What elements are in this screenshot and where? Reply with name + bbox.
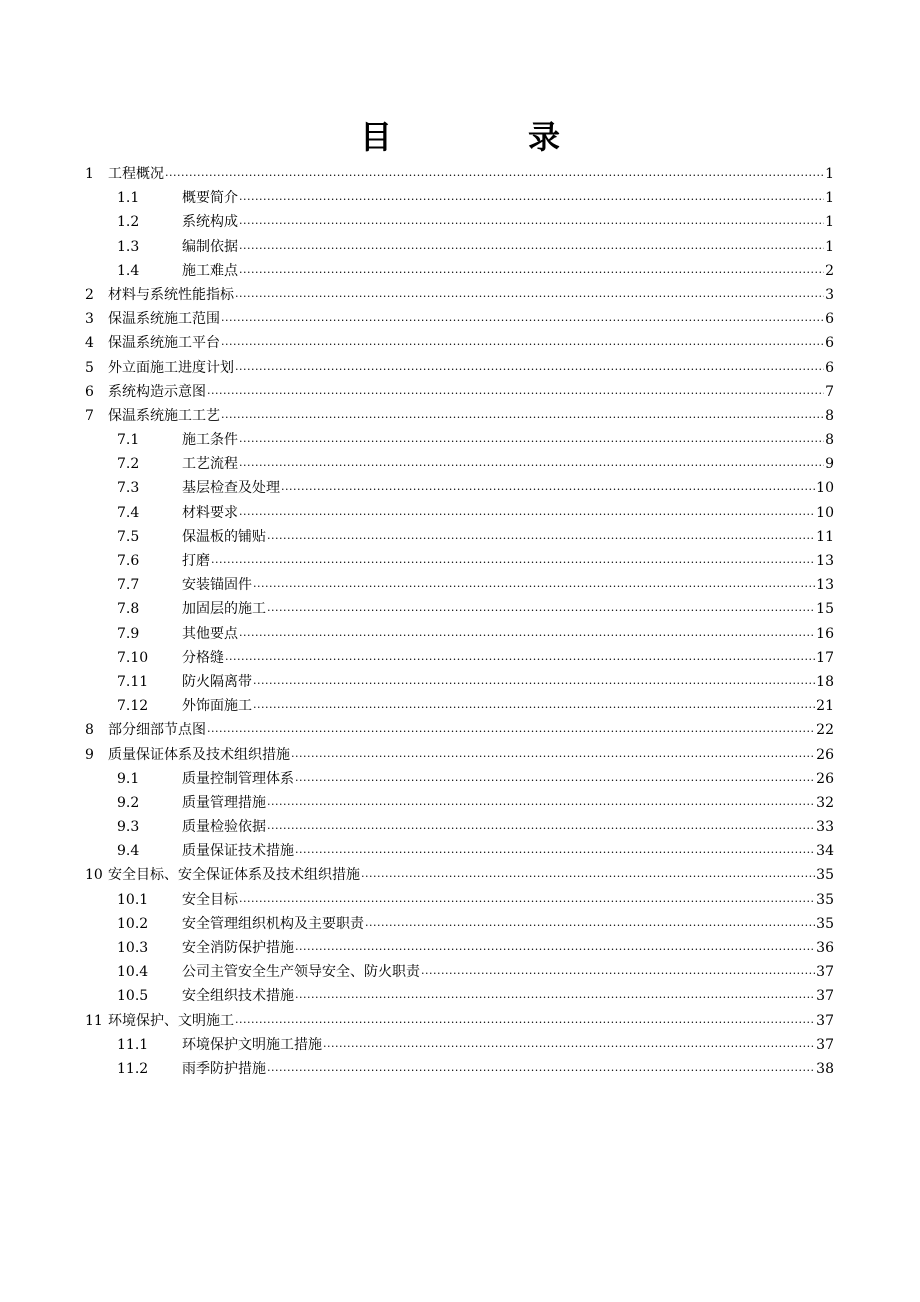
toc-entry-title: 系统构成 — [182, 210, 238, 234]
toc-entry-title: 外饰面施工 — [182, 694, 252, 718]
toc-entry[interactable] — [0, 839, 920, 863]
toc-entry-line — [182, 767, 834, 791]
toc-entry-page: 3 — [825, 286, 834, 303]
toc-entry-title: 环境保护、文明施工 — [108, 1009, 234, 1033]
toc-entry-line — [108, 162, 834, 186]
dot-leader — [267, 791, 815, 815]
toc-entry-title: 保温系统施工范围 — [108, 307, 220, 331]
toc-entry[interactable] — [0, 452, 920, 476]
dot-leader — [207, 718, 815, 742]
toc-entry-number: 7.8 — [117, 601, 140, 618]
dot-leader — [165, 162, 824, 186]
toc-entry-page: 36 — [816, 940, 834, 956]
dot-leader — [267, 597, 815, 621]
toc-entry-title: 质量检验依据 — [182, 815, 266, 839]
toc-entry[interactable] — [0, 1057, 920, 1081]
table-of-contents — [0, 162, 920, 1081]
toc-entry-page: 1 — [825, 166, 834, 182]
toc-entry-number: 10 — [85, 867, 103, 884]
toc-entry-number: 6 — [85, 383, 94, 400]
toc-entry-page: 37 — [816, 1036, 834, 1053]
toc-entry-page: 34 — [816, 843, 834, 860]
toc-entry[interactable] — [0, 210, 920, 234]
toc-entry[interactable] — [0, 743, 920, 767]
toc-entry-number: 9.4 — [117, 843, 140, 860]
toc-entry-number: 9.2 — [117, 794, 140, 811]
toc-entry-number: 7.2 — [117, 456, 140, 473]
toc-entry-line — [182, 597, 834, 621]
toc-entry-number: 1.3 — [117, 238, 140, 255]
toc-entry-page: 1 — [825, 214, 834, 231]
dot-leader — [235, 356, 824, 380]
toc-entry-page: 38 — [816, 1060, 834, 1077]
toc-entry-line — [182, 670, 834, 694]
toc-entry[interactable] — [0, 936, 920, 960]
toc-entry-page: 10 — [816, 480, 834, 497]
toc-entry[interactable] — [0, 1033, 920, 1057]
dot-leader — [253, 670, 815, 694]
toc-entry-title: 安全目标、安全保证体系及技术组织措施 — [108, 863, 360, 887]
dot-leader — [221, 331, 824, 355]
toc-entry-number: 10.4 — [117, 964, 149, 981]
toc-entry-line — [182, 888, 834, 912]
toc-entry-number: 1 — [85, 166, 94, 182]
toc-entry-title: 工程概况 — [108, 162, 164, 186]
toc-entry-number: 1.2 — [117, 214, 140, 231]
toc-entry[interactable] — [0, 670, 920, 694]
dot-leader — [235, 1009, 815, 1033]
toc-entry-number: 7.9 — [117, 625, 140, 642]
toc-entry-page: 22 — [816, 722, 834, 739]
toc-entry-number: 8 — [85, 722, 94, 739]
dot-leader — [323, 1033, 815, 1057]
toc-entry-title: 系统构造示意图 — [108, 380, 206, 404]
toc-entry[interactable] — [0, 984, 920, 1008]
toc-entry-line — [108, 718, 834, 742]
dot-leader — [221, 404, 824, 428]
toc-entry-line — [182, 1057, 834, 1081]
toc-entry-line — [108, 380, 834, 404]
toc-entry-page: 26 — [816, 770, 834, 787]
toc-entry-line — [108, 404, 834, 428]
toc-entry[interactable] — [0, 863, 920, 887]
toc-entry-page: 37 — [816, 964, 834, 981]
toc-entry-page: 33 — [816, 819, 834, 836]
toc-entry-line — [108, 307, 834, 331]
toc-entry-line — [182, 646, 834, 670]
toc-entry-page: 9 — [825, 456, 834, 473]
toc-entry-number: 11.2 — [117, 1060, 149, 1077]
toc-entry[interactable] — [0, 718, 920, 742]
toc-entry[interactable] — [0, 622, 920, 646]
toc-entry-title: 概要简介 — [182, 186, 238, 210]
toc-entry-page: 35 — [816, 867, 834, 884]
toc-entry-page: 37 — [816, 988, 834, 1005]
toc-entry-page: 6 — [825, 311, 834, 328]
dot-leader — [239, 501, 815, 525]
toc-entry-number: 7.12 — [117, 698, 149, 715]
dot-leader — [281, 476, 815, 500]
dot-leader — [225, 646, 815, 670]
toc-entry-title: 环境保护文明施工措施 — [182, 1033, 322, 1057]
toc-entry[interactable] — [0, 380, 920, 404]
toc-entry[interactable] — [0, 573, 920, 597]
toc-entry-page: 17 — [816, 649, 834, 666]
toc-entry-number: 7.5 — [117, 528, 140, 545]
dot-leader — [361, 863, 815, 887]
toc-entry[interactable] — [0, 235, 920, 259]
toc-entry-page: 6 — [825, 359, 834, 376]
toc-entry[interactable] — [0, 646, 920, 670]
toc-entry-title: 质量保证技术措施 — [182, 839, 294, 863]
toc-entry-title: 公司主管安全生产领导安全、防火职责 — [182, 960, 420, 984]
toc-entry-page: 11 — [816, 528, 834, 545]
toc-entry-line — [182, 791, 834, 815]
toc-entry[interactable] — [0, 283, 920, 307]
toc-entry-title: 安全管理组织机构及主要职责 — [182, 912, 364, 936]
toc-entry-page: 6 — [825, 335, 834, 352]
toc-entry-page: 13 — [816, 553, 834, 569]
toc-entry-number: 2 — [85, 286, 94, 303]
dot-leader — [267, 525, 815, 549]
toc-entry[interactable] — [0, 162, 920, 186]
toc-entry-title: 质量保证体系及技术组织措施 — [108, 743, 290, 767]
toc-entry-title: 其他要点 — [182, 622, 238, 646]
toc-entry-number: 7.7 — [117, 577, 140, 594]
dot-leader — [365, 912, 815, 936]
toc-entry[interactable] — [0, 428, 920, 452]
toc-entry[interactable] — [0, 356, 920, 380]
toc-entry-title: 安全组织技术措施 — [182, 984, 294, 1008]
toc-entry-page: 35 — [816, 915, 834, 932]
toc-entry[interactable] — [0, 476, 920, 500]
toc-entry-line — [108, 356, 834, 380]
dot-leader — [239, 210, 824, 234]
toc-entry[interactable] — [0, 597, 920, 621]
toc-entry-page: 1 — [825, 190, 834, 207]
toc-entry-page: 13 — [816, 577, 834, 594]
toc-entry-number: 10.1 — [117, 891, 149, 908]
toc-entry[interactable] — [0, 549, 920, 573]
toc-entry-page: 18 — [816, 673, 834, 690]
toc-entry-page: 1 — [825, 238, 834, 255]
dot-leader — [239, 428, 824, 452]
dot-leader — [267, 815, 815, 839]
dot-leader — [239, 259, 824, 283]
toc-entry-number: 9.3 — [117, 819, 140, 836]
toc-entry[interactable] — [0, 912, 920, 936]
toc-entry-title: 安全目标 — [182, 888, 238, 912]
toc-entry-title: 保温系统施工工艺 — [108, 404, 220, 428]
toc-entry[interactable] — [0, 331, 920, 355]
toc-entry-line — [182, 573, 834, 597]
toc-entry-page: 37 — [816, 1012, 834, 1029]
toc-entry-line — [182, 622, 834, 646]
toc-entry-number: 3 — [85, 311, 94, 328]
toc-entry-line — [182, 501, 834, 525]
toc-entry-line — [108, 1009, 834, 1033]
toc-entry-line — [182, 839, 834, 863]
toc-entry-number: 11 — [85, 1012, 103, 1029]
toc-entry-page: 32 — [816, 794, 834, 811]
toc-entry-title: 保温板的铺贴 — [182, 525, 266, 549]
toc-entry-page: 8 — [825, 432, 834, 449]
dot-leader — [253, 573, 815, 597]
toc-entry-line — [182, 210, 834, 234]
toc-entry-number: 7.3 — [117, 480, 140, 497]
toc-entry-page: 26 — [816, 746, 834, 763]
toc-entry-line — [182, 936, 834, 960]
toc-entry-title: 安装锚固件 — [182, 573, 252, 597]
toc-entry-page: 21 — [816, 698, 834, 715]
dot-leader — [295, 839, 815, 863]
toc-entry-number: 10.2 — [117, 915, 149, 932]
toc-entry[interactable] — [0, 888, 920, 912]
toc-entry[interactable] — [0, 259, 920, 283]
toc-entry-number: 1.1 — [117, 190, 140, 207]
toc-entry-line — [108, 863, 834, 887]
toc-entry[interactable] — [0, 307, 920, 331]
toc-entry[interactable] — [0, 694, 920, 718]
toc-entry[interactable] — [0, 960, 920, 984]
toc-entry[interactable] — [0, 501, 920, 525]
dot-leader — [239, 622, 815, 646]
toc-entry-line — [182, 525, 834, 549]
dot-leader — [421, 960, 815, 984]
toc-entry-number: 9 — [85, 746, 94, 763]
toc-entry-number: 7.11 — [117, 673, 149, 690]
toc-entry[interactable] — [0, 1009, 920, 1033]
dot-leader — [211, 549, 815, 573]
toc-entry-line — [182, 186, 834, 210]
toc-entry-title: 材料与系统性能指标 — [108, 283, 234, 307]
toc-entry-line — [182, 1033, 834, 1057]
toc-entry-number: 7 — [85, 407, 94, 424]
toc-entry-page: 2 — [825, 262, 834, 279]
toc-entry-line — [182, 694, 834, 718]
toc-entry-line — [182, 912, 834, 936]
toc-entry-title: 部分细部节点图 — [108, 718, 206, 742]
dot-leader — [253, 694, 815, 718]
toc-entry-line — [108, 331, 834, 355]
dot-leader — [291, 743, 815, 767]
toc-entry-page: 15 — [816, 601, 834, 618]
toc-entry-number: 10.3 — [117, 940, 149, 956]
toc-entry-title: 工艺流程 — [182, 452, 238, 476]
toc-entry-number: 7.1 — [117, 432, 140, 449]
dot-leader — [267, 1057, 815, 1081]
dot-leader — [221, 307, 824, 331]
dot-leader — [295, 936, 815, 960]
toc-entry-title: 外立面施工进度计划 — [108, 356, 234, 380]
toc-entry-page: 7 — [825, 383, 834, 400]
toc-entry-title: 编制依据 — [182, 235, 238, 259]
toc-entry-title: 质量控制管理体系 — [182, 767, 294, 791]
toc-entry-line — [182, 259, 834, 283]
toc-entry[interactable] — [0, 525, 920, 549]
dot-leader — [239, 452, 824, 476]
toc-entry-page: 16 — [816, 625, 834, 642]
toc-entry[interactable] — [0, 815, 920, 839]
toc-entry-number: 1.4 — [117, 262, 140, 279]
toc-entry-page: 10 — [816, 504, 834, 521]
toc-entry[interactable] — [0, 404, 920, 428]
toc-entry-number: 4 — [85, 335, 94, 352]
toc-entry[interactable] — [0, 791, 920, 815]
toc-entry-title: 质量管理措施 — [182, 791, 266, 815]
dot-leader — [295, 984, 815, 1008]
toc-entry-line — [182, 428, 834, 452]
toc-entry-title: 分格缝 — [182, 646, 224, 670]
toc-entry-line — [182, 235, 834, 259]
toc-entry-line — [182, 452, 834, 476]
toc-entry-line — [182, 476, 834, 500]
toc-entry-line — [182, 984, 834, 1008]
toc-entry-line — [108, 283, 834, 307]
toc-entry-number: 10.5 — [117, 988, 149, 1005]
toc-entry-title: 材料要求 — [182, 501, 238, 525]
toc-entry-title: 加固层的施工 — [182, 597, 266, 621]
toc-entry-line — [182, 960, 834, 984]
toc-entry[interactable] — [0, 767, 920, 791]
toc-entry-page: 8 — [825, 407, 834, 424]
toc-entry-number: 7.10 — [117, 649, 149, 666]
toc-entry-title: 施工难点 — [182, 259, 238, 283]
toc-entry[interactable] — [0, 186, 920, 210]
page-title: 目 录 — [359, 118, 612, 156]
toc-entry-title: 基层检查及处理 — [182, 476, 280, 500]
dot-leader — [235, 283, 824, 307]
toc-entry-number: 7.6 — [117, 553, 140, 569]
toc-entry-title: 施工条件 — [182, 428, 238, 452]
dot-leader — [207, 380, 824, 404]
toc-entry-title: 打磨 — [182, 549, 210, 573]
toc-entry-title: 防火隔离带 — [182, 670, 252, 694]
toc-entry-page: 35 — [816, 891, 834, 908]
toc-entry-line — [108, 743, 834, 767]
dot-leader — [239, 888, 815, 912]
toc-entry-number: 7.4 — [117, 504, 140, 521]
toc-entry-line — [182, 549, 834, 573]
dot-leader — [239, 235, 824, 259]
dot-leader — [295, 767, 815, 791]
toc-entry-number: 5 — [85, 359, 94, 376]
toc-entry-number: 9.1 — [117, 770, 140, 787]
toc-entry-title: 雨季防护措施 — [182, 1057, 266, 1081]
dot-leader — [239, 186, 824, 210]
toc-entry-title: 保温系统施工平台 — [108, 331, 220, 355]
toc-entry-title: 安全消防保护措施 — [182, 936, 294, 960]
toc-entry-number: 11.1 — [117, 1036, 149, 1053]
toc-entry-line — [182, 815, 834, 839]
